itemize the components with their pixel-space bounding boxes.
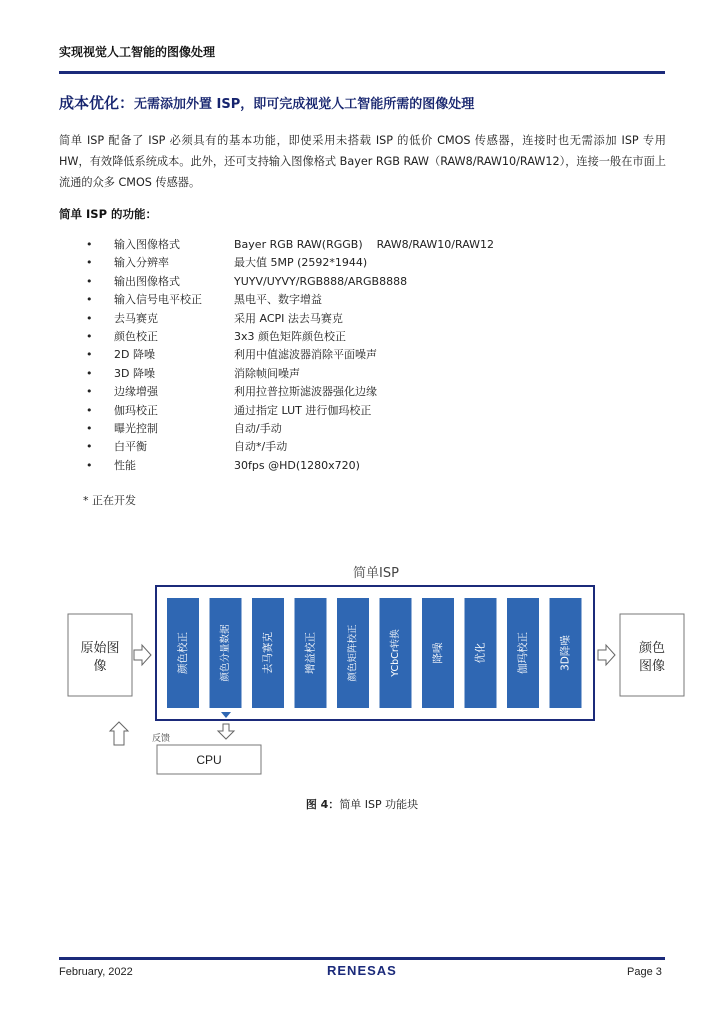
bullet-icon: • xyxy=(86,329,93,343)
bullet-icon: • xyxy=(86,238,93,251)
input-label: 原始图 xyxy=(80,641,120,656)
feature-name: 3D 降噪 xyxy=(114,366,155,380)
footer-rule xyxy=(59,957,665,960)
intro-paragraph: 简单 ISP 配备了 ISP 必须具有的基本功能，即使采用未搭载 ISP 的低价 CMOS 传感器，连接时也无需添加 ISP 专用 HW，有效降低系统成本。此外，还可支持输入图像格式 Bayer RGB RAW（RAW8/RAW10/RAW12），连接一般在市面上流通的众多 CMOS 传感器。 xyxy=(59,134,666,189)
cpu-label: CPU xyxy=(196,753,222,767)
feature-name: 输出图像格式 xyxy=(114,274,180,288)
page-number: Page 3 xyxy=(627,966,662,978)
feature-name: 伽玛校正 xyxy=(114,403,158,417)
feature-name: 颜色校正 xyxy=(114,329,158,343)
feature-value: Bayer RGB RAW(RGGB) RAW8/RAW10/RAW12 xyxy=(234,238,494,251)
feature-name: 去马赛克 xyxy=(114,311,158,325)
footer-date: February, 2022 xyxy=(59,966,133,978)
bullet-icon: • xyxy=(86,256,93,270)
output-arrow-icon xyxy=(598,645,615,665)
feature-name: 边缘增强 xyxy=(114,385,158,399)
renesas-logo: RENESAS xyxy=(327,963,397,978)
feature-name: 输入分辨率 xyxy=(114,256,169,270)
input-arrow-icon xyxy=(134,645,151,665)
output-label-2: 图像 xyxy=(638,659,666,674)
feature-name: 性能 xyxy=(114,458,136,472)
isp-block-label: 优化 xyxy=(474,642,487,664)
feature-value: YUYV/UYVY/RGB888/ARGB8888 xyxy=(234,274,408,288)
bullet-icon: • xyxy=(86,421,93,435)
isp-block-label: 3D降噪 xyxy=(559,635,572,671)
bullet-icon: • xyxy=(86,311,93,325)
features-heading: 简单 ISP 的功能： xyxy=(59,207,157,221)
bullet-icon: • xyxy=(86,348,93,362)
isp-block-label: 降噪 xyxy=(432,642,444,664)
feature-value: 3x3 颜色矩阵颜色校正 xyxy=(234,329,347,343)
isp-block-label: 颜色校正 xyxy=(177,632,189,674)
feature-name: 输入图像格式 xyxy=(114,238,180,251)
isp-block-label: 颜色分量数据 xyxy=(220,624,231,682)
bullet-icon: • xyxy=(86,366,93,380)
isp-block-label: 增益校正 xyxy=(304,632,317,674)
development-note: * 正在开发 xyxy=(83,494,136,507)
isp-block-label: 伽玛校正 xyxy=(517,632,529,674)
feature-name: 白平衡 xyxy=(114,440,147,454)
feature-value: 黑电平、数字增益 xyxy=(234,293,322,307)
isp-block-label: 去马赛克 xyxy=(262,632,274,674)
feature-value: 自动/手动 xyxy=(234,421,282,435)
caption-label: 图 4： xyxy=(305,798,340,811)
feature-name: 2D 降噪 xyxy=(114,348,155,362)
output-label: 颜色 xyxy=(638,641,666,656)
feature-value: 利用拉普拉斯滤波器强化边缘 xyxy=(234,385,377,399)
diagram-title: 简单ISP xyxy=(353,566,399,581)
figure-caption xyxy=(0,796,724,812)
feedback-label: 反馈 xyxy=(152,734,171,744)
input-label-2: 像 xyxy=(93,659,107,674)
header-title: 实现视觉人工智能的图像处理 xyxy=(59,45,216,59)
feature-value: 自动*/手动 xyxy=(234,440,288,454)
caption-text: 简单 ISP 功能块 xyxy=(339,798,419,811)
feature-value: 通过指定 LUT 进行伽玛校正 xyxy=(234,403,372,417)
bullet-icon: • xyxy=(86,440,93,454)
feature-value: 最大值 5MP (2592*1944) xyxy=(234,256,368,270)
feedback-arrow-icon xyxy=(218,724,234,739)
section-title-main: 成本优化： xyxy=(59,94,135,112)
section-title-sub: 无需添加外置 ISP，即可完成视觉人工智能所需的图像处理 xyxy=(134,97,475,112)
feature-value: 采用 ACPI 法去马赛克 xyxy=(234,311,343,325)
feature-name: 曝光控制 xyxy=(114,421,158,435)
feature-value: 30fps @HD(1280x720) xyxy=(234,458,360,472)
bullet-icon: • xyxy=(86,458,93,472)
bullet-icon: • xyxy=(86,385,93,399)
feedback-up-icon xyxy=(110,722,128,745)
feature-value: 消除帧间噪声 xyxy=(234,366,300,380)
bullet-icon: • xyxy=(86,403,93,417)
isp-block-label: YCbCr转换 xyxy=(390,629,401,677)
bullet-icon: • xyxy=(86,274,93,288)
feature-name: 输入信号电平校正 xyxy=(114,293,202,307)
bullet-icon: • xyxy=(86,293,93,307)
feature-value: 利用中值滤波器消除平面噪声 xyxy=(234,348,377,362)
isp-block-label: 颜色矩阵校正 xyxy=(347,624,359,682)
